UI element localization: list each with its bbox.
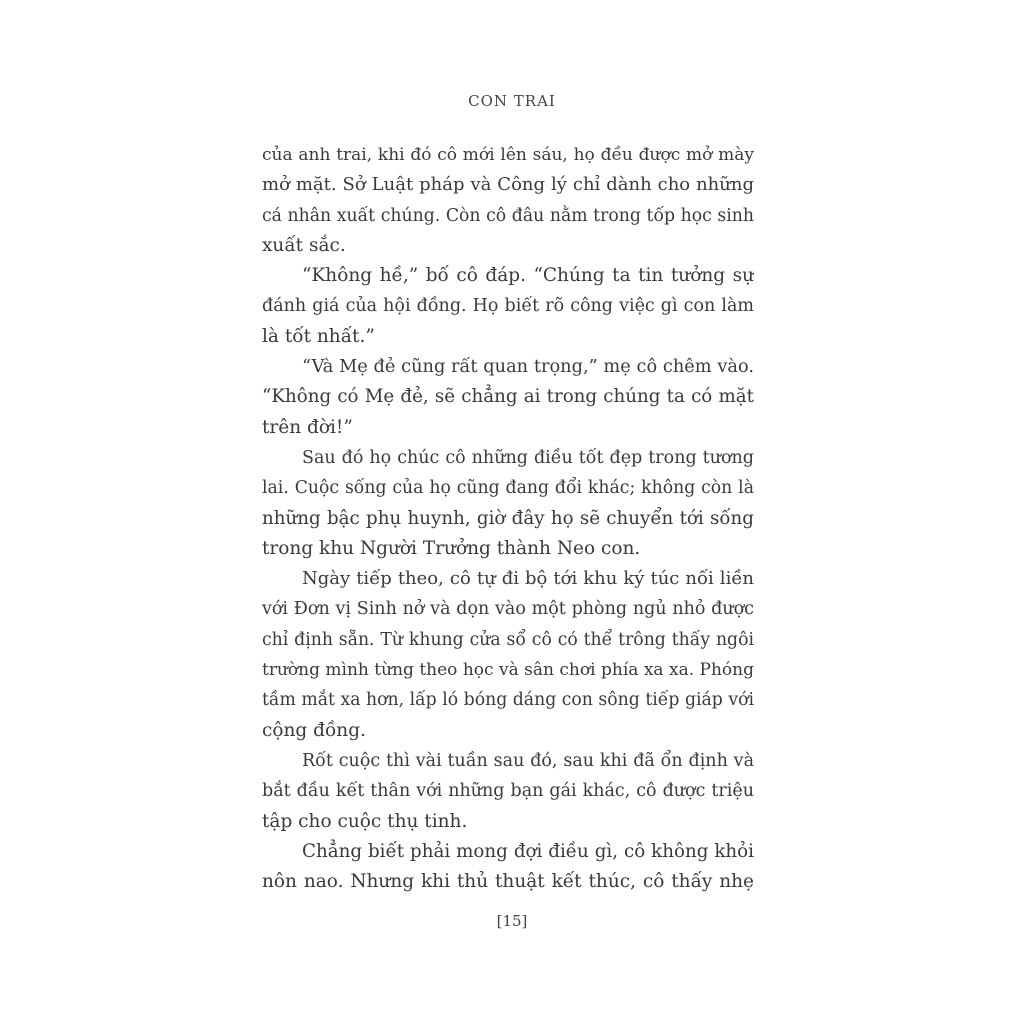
text-line: xuất sắc. — [262, 234, 346, 256]
body-text — [262, 140, 754, 897]
text-line: trên đời!” — [262, 416, 353, 438]
text-line: những bậc phụ huynh, giờ đây họ sẽ chuyển tới sống — [262, 507, 754, 529]
text-line: Chẳng biết phải mong đợi điều gì, cô không khỏi — [302, 840, 754, 862]
text-line: “Không có Mẹ đẻ, sẽ chẳng ai trong chúng ta có mặt — [262, 386, 754, 408]
text-line: của anh trai, khi đó cô mới lên sáu, họ đều được mở mày — [262, 145, 754, 165]
paragraph — [262, 837, 754, 898]
text-line: Sau đó họ chúc cô những điều tốt đẹp trong tương — [302, 447, 754, 468]
page-number: [15] — [496, 912, 528, 930]
paragraph — [262, 443, 754, 564]
text-line: chỉ định sẵn. Từ khung cửa sổ cô có thể trông thấy ngôi — [262, 629, 754, 650]
text-line: với Đơn vị Sinh nở và dọn vào một phòng ngủ nhỏ được — [262, 599, 754, 620]
text-line: “Và Mẹ đẻ cũng rất quan trọng,” mẹ cô chêm vào. — [302, 357, 754, 378]
text-line: nôn nao. Nhưng khi thủ thuật kết thúc, cô thấy nhẹ — [262, 871, 754, 893]
running-head: CON TRAI — [468, 92, 556, 110]
text-line: “Không hề,” bố cô đáp. “Chúng ta tin tưởng sự — [302, 265, 754, 287]
text-line: lai. Cuộc sống của họ cũng đang đổi khác; không còn là — [262, 478, 754, 499]
text-line: mở mặt. Sở Luật pháp và Công lý chỉ dành cho những — [262, 174, 754, 196]
text-line: trường mình từng theo học và sân chơi phía xa xa. Phóng — [262, 660, 754, 681]
text-line: tầm mắt xa hơn, lấp ló bóng dáng con sông tiếp giáp với — [262, 690, 754, 711]
text-line: đánh giá của hội đồng. Họ biết rõ công việc gì con làm — [262, 296, 754, 317]
paragraph — [262, 261, 754, 352]
paragraph — [262, 352, 754, 443]
text-line: Rốt cuộc thì vài tuần sau đó, sau khi đã ổn định và — [302, 750, 754, 771]
paragraph — [262, 746, 754, 837]
paragraph — [262, 564, 754, 746]
text-line: trong khu Người Trưởng thành Neo con. — [262, 537, 641, 559]
paragraph — [262, 140, 754, 261]
text-line: tập cho cuộc thụ tinh. — [262, 810, 468, 832]
text-line: cá nhân xuất chúng. Còn cô đâu nằm trong tốp học sinh — [262, 205, 754, 226]
text-line: Ngày tiếp theo, cô tự đi bộ tới khu ký túc nối liền — [302, 568, 754, 590]
text-line: bắt đầu kết thân với những bạn gái khác, cô được triệu — [262, 781, 754, 802]
text-line: cộng đồng. — [262, 719, 366, 741]
text-line: là tốt nhất.” — [262, 325, 375, 347]
